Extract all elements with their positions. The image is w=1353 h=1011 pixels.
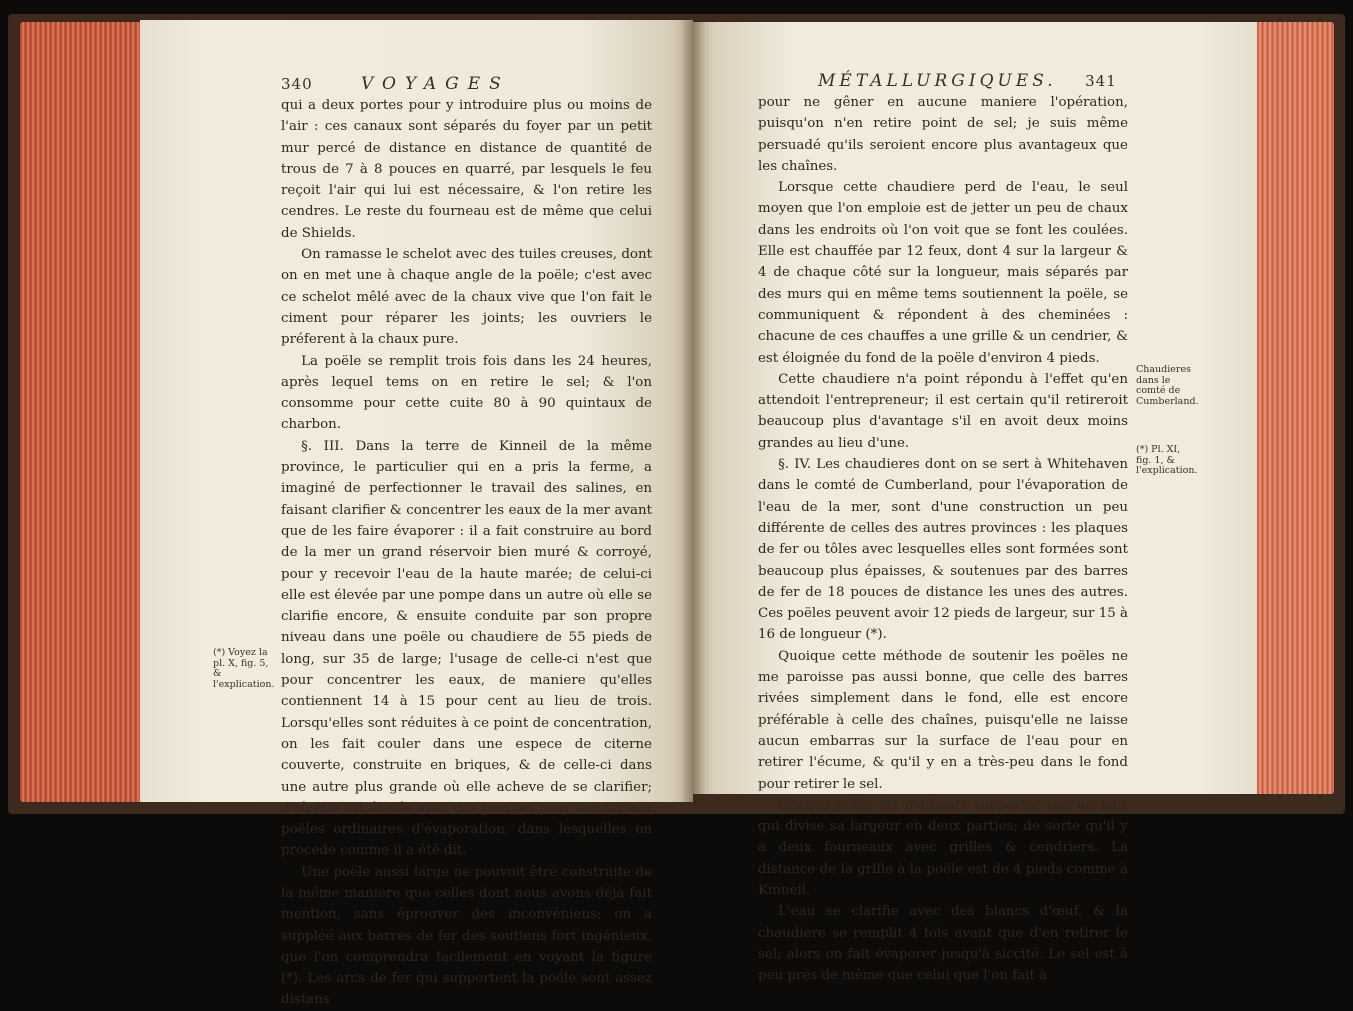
paragraph: §. III. Dans la terre de Kinneil de la même province, le particulier qui en a pris la ferme, a imaginé de perfectionner le travail des salines, en faisant clarifier & concentrer les eaux de la mer avant que de les faire évaporer : il a fait construire au bord de la mer un grand réservoir bien muré & corroyé, pour y recevoir l'eau de la haute marée; de celui-ci elle est élevée par une pompe dans un autre où elle se clarifie encore, & ensuite conduite par son propre niveau dans une poële ou chaudiere de 55 pieds de long, sur 35 de large; l'usage de celle-ci n'est que pour concentrer les eaux, de maniere qu'elles contiennent 14 à 15 pour cent au lieu de trois. Lorsqu'elles sont réduites à ce point de concentration, on les fait couler dans une espece de citerne couverte, construite en briques, & de celle-ci dans une autre plus grande où elle acheve de se clarifier; d'où elle est élevée avec des pompes pour fournir aux poëles ordinaires d'évaporation, dans lesquelles on procede comme il a été dit.	[281, 438, 652, 859]
left-running-head	[281, 74, 510, 94]
book-gutter	[680, 20, 706, 802]
paragraph: Lorsque cette chaudiere perd de l'eau, le seul moyen que l'on emploie est de jetter un peu de chaux dans les endroits où l'on voit que se font les coulées. Elle est chauffée par 12 feux, dont 4 sur la largeur & 4 de chaque côté sur la longueur, mais séparés par des murs qui en même tems soutiennent la poële, se communiquent & répondent à des cheminées : chacune de ces chauffes a une grille & un cendrier, & est éloignée du fond de la poële d'environ 4 pieds.	[758, 180, 1128, 366]
left-margin-note: (*) Voyez la pl. X, fig. 5, & l'explication.	[213, 647, 275, 690]
paragraph: Cette chaudiere n'a point répondu à l'effet qu'en attendoit l'entrepreneur; il est certain qu'il retireroit beaucoup plus d'avantage s'il en avoit deux moins grandes au lieu d'une.	[758, 371, 1128, 451]
right-running-head	[818, 71, 1117, 91]
left-page-edges	[20, 22, 142, 802]
right-page-body	[758, 92, 1128, 986]
paragraph: On ramasse le schelot avec des tuiles creuses, dont on en met une à chaque angle de la poële; c'est avec ce schelot mêlé avec de la chaux vive que l'on fait le ciment pour réparer les joints; les ouvriers le préferent à la chaux pure.	[281, 247, 652, 348]
paragraph: qui a deux portes pour y introduire plus ou moins de l'air : ces canaux sont séparés du foyer par un petit mur percé de distance en distance de quantité de trous de 7 à 8 pouces en quarré, par lesquels le feu reçoit l'air qui lui est nécessaire, & l'on retire les cendres. Le reste du fourneau est de même que celui de Shields.	[281, 98, 652, 241]
paragraph: §. IV. Les chaudieres dont on se sert à Whitehaven dans le comté de Cumberland, pour l'évaporation de l'eau de la mer, sont d'une construction un peu différente de celles des autres provinces : les plaques de fer ou tôles avec lesquelles elles sont formées sont beaucoup plus épaisses, & soutenues par des barres de fer de 18 pouces de distance les unes des autres. Ces poëles peuvent avoir 12 pieds de largeur, sur 15 à 16 de longueur (*).	[758, 457, 1128, 643]
paragraph: Une poële aussi large ne pouvoit être construite de la même maniere que celles dont nous avons déjà fait mention, sans éprouver des inconvéniens; on a suppléé aux barres de fer des soutiens fort ingénieux, que l'on comprendra facilement en voyant la figure (*). Les arcs de fer qui supportent la poële sont assez distans	[281, 864, 652, 1008]
right-running-title: MÉTALLURGIQUES.	[818, 71, 1057, 91]
left-page-number: 340	[281, 75, 313, 93]
paragraph: Quoique cette méthode de soutenir les poëles ne me paroisse pas aussi bonne, que celle des barres rivées simplement dans le fond, elle est encore préférable à celle des chaînes, puisqu'elle ne laisse aucun embarras sur la surface de l'eau pour en retirer l'écume, & qu'il y en a très-peu dans le fond pour retirer le sel.	[758, 648, 1128, 792]
right-page-number: 341	[1085, 72, 1117, 90]
right-margin-note-sidehead: Chaudieres dans le comté de Cumberland.	[1136, 364, 1199, 407]
paragraph: L'eau se clarifie avec des blancs d'œuf, & la chaudiere se remplit 4 fois avant que d'en retirer le sel; alors on fait évaporer jusqu'à siccité. Le sel est à peu près de même que celui que l'on fait à	[758, 904, 1128, 984]
paragraph: La poële se remplit trois fois dans les 24 heures, après lequel tems on en retire le sel; & l'on consomme pour cette cuite 80 à 90 quintaux de charbon.	[281, 353, 652, 433]
left-running-title: VOYAGES	[361, 74, 510, 94]
paragraph: pour ne gêner en aucune maniere l'opération, puisqu'on n'en retire point de sel; je suis même persuadé qu'ils seroient encore plus avantageux que les chaînes.	[758, 95, 1128, 174]
right-margin-note-footnote: (*) Pl. XI, fig. 1, & l'explication.	[1136, 444, 1198, 476]
paragraph: Chaque poële est d'ailleurs supportée par un mur qui divise sa largeur en deux parties; de sorte qu'il y a deux fourneaux avec grilles & cendriers. La distance de la grille à la poële est de 4 pieds comme à Kinneil.	[758, 797, 1128, 898]
right-page-edges	[1252, 22, 1334, 794]
left-page-body	[281, 95, 652, 1011]
